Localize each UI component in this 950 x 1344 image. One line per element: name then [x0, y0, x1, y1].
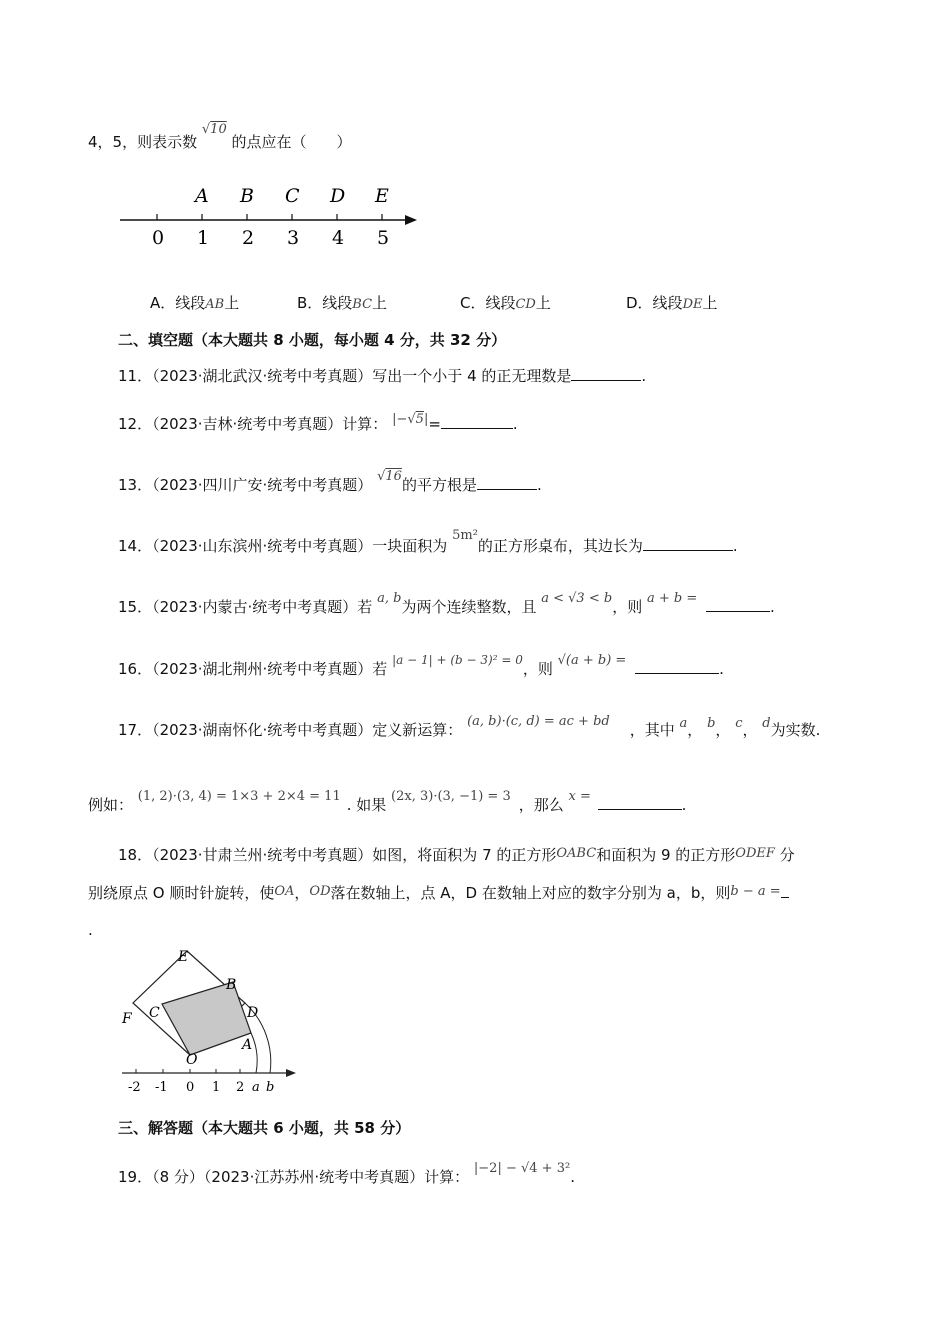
q18-square2: ODEF — [735, 846, 775, 861]
answer-blank[interactable] — [706, 597, 770, 612]
q13-radical: √16 — [377, 469, 402, 484]
point-label-c: C — [285, 185, 300, 207]
q13: 13．（2023·四川广安·统考中考真题） √16的平方根是 . — [118, 469, 542, 494]
q10-option-a[interactable]: A．线段AB上 — [150, 294, 240, 312]
tick-1: 1 — [212, 1080, 221, 1095]
q11: 11．（2023·湖北武汉·统考中考真题）写出一个小于 4 的正无理数是 . — [118, 367, 647, 385]
q17-var-c: c — [735, 716, 743, 731]
q17-var-d: d — [762, 716, 771, 731]
section2-title: 二、填空题（本大题共 8 小题，每小题 4 分，共 32 分） — [118, 331, 507, 349]
q17-line1: 17．（2023·湖南怀化·统考中考真题）定义新运算： (a, b)·(c, d) = ac + bd ，其中 a， b， c， d为实数. — [118, 714, 821, 739]
tick-label-2: 2 — [242, 227, 255, 249]
q10-radical: √10 — [201, 122, 227, 137]
q17-definition: (a, b)·(c, d) = ac + bd — [467, 714, 610, 729]
q17-x: x = — [568, 789, 591, 804]
point-label-d: D — [330, 185, 346, 207]
q15: 15．（2023·内蒙古·统考中考真题）若 a, b为两个连续整数，且 a < √3 < b，则 a + b = . — [118, 591, 775, 616]
q16-root: √(a + b) = — [557, 653, 627, 668]
point-label-b: B — [240, 185, 254, 207]
q17-example: (1, 2)·(3, 4) = 1×3 + 2×4 = 11 — [137, 789, 341, 804]
q17-var-a: a — [679, 716, 688, 731]
tick-2: 2 — [236, 1080, 245, 1095]
tick-label-3: 3 — [287, 227, 300, 249]
tick-label-4: 4 — [332, 227, 345, 249]
tick-label-5: 5 — [377, 227, 390, 249]
q10-option-c[interactable]: C．线段CD上 — [460, 294, 551, 312]
q18-diff: b − a = — [730, 884, 781, 899]
q17-line2: 例如： (1, 2)·(3, 4) = 1×3 + 2×4 = 11 . 如果 (2x, 3)·(3, −1) = 3 ，那么 x = . — [88, 789, 687, 814]
q15-inequality: a < √3 < b — [541, 591, 613, 606]
answer-blank[interactable] — [441, 414, 513, 429]
answer-blank[interactable] — [781, 883, 789, 898]
q14-area: 5m² — [452, 528, 478, 543]
tick-neg2: -2 — [128, 1080, 141, 1095]
q18-line2: 别绕原点 O 顺时针旋转，使OA，OD落在数轴上，点 A，D 在数轴上对应的数字分别为 a，b，则b − a = — [88, 883, 789, 905]
q12-abs-radical: |−√5| — [392, 412, 429, 427]
tick-label-0: 0 — [152, 227, 165, 249]
answer-blank[interactable] — [571, 366, 641, 381]
q10-number-line — [112, 180, 432, 250]
q19: 19．（8 分）（2023·江苏苏州·统考中考真题）计算： |−2| − √4 + 3². — [118, 1161, 575, 1186]
label-b: B — [226, 977, 237, 993]
q10-option-d[interactable]: D．线段DE上 — [626, 294, 718, 312]
square-oabc — [162, 982, 251, 1055]
axis-arrow — [405, 215, 417, 225]
answer-blank[interactable] — [598, 795, 682, 810]
q17-var-b: b — [707, 716, 716, 731]
q14: 14．（2023·山东滨州·统考中考真题）一块面积为 5m²的正方形桌布，其边长为 . — [118, 528, 738, 555]
label-f: F — [122, 1011, 132, 1027]
answer-blank[interactable] — [477, 475, 537, 490]
answer-blank[interactable] — [635, 659, 719, 674]
q17-condition: (2x, 3)·(3, −1) = 3 — [391, 789, 511, 804]
label-d: D — [247, 1005, 259, 1021]
figure-axis-arrow — [286, 1069, 296, 1077]
section3-title: 三、解答题（本大题共 6 小题，共 58 分） — [118, 1119, 411, 1137]
q18-square1: OABC — [556, 846, 597, 861]
q16-equation: |a − 1| + (b − 3)² = 0 — [392, 653, 523, 667]
answer-blank[interactable] — [643, 536, 733, 551]
q10-option-b[interactable]: B．线段BC上 — [297, 294, 388, 312]
tick-neg1: -1 — [155, 1080, 168, 1095]
q15-ab: a, b — [377, 591, 402, 606]
label-c: C — [149, 1005, 160, 1021]
q18-od: OD — [309, 884, 331, 899]
tick-a: a — [252, 1080, 260, 1095]
q18-line3: . — [88, 921, 93, 939]
tick-label-1: 1 — [197, 227, 210, 249]
q18-oa: OA — [274, 884, 295, 899]
label-e: E — [178, 949, 189, 965]
q15-sum: a + b = — [646, 591, 698, 606]
q12: 12．（2023·吉林·统考中考真题）计算： |−√5|= . — [118, 412, 518, 433]
point-label-a: A — [195, 185, 209, 207]
point-label-e: E — [375, 185, 389, 207]
label-a: A — [242, 1037, 253, 1053]
q18-line1: 18．（2023·甘肃兰州·统考中考真题）如图，将面积为 7 的正方形OABC和面积为 9 的正方形ODEF 分 — [118, 846, 795, 864]
q19-expression: |−2| − √4 + 3² — [473, 1161, 571, 1176]
tick-b: b — [266, 1080, 275, 1095]
label-o: O — [186, 1052, 198, 1068]
q16: 16．（2023·湖北荆州·统考中考真题）若 $^{|a - 1| + (b - 3)^2 = 0}$，则 √(a + b) = . — [118, 653, 724, 678]
tick-0: 0 — [186, 1080, 195, 1095]
q18-figure — [118, 945, 308, 1095]
q10-stem: 4，5，则表示数 √10 的点应在（ ） — [88, 122, 352, 151]
